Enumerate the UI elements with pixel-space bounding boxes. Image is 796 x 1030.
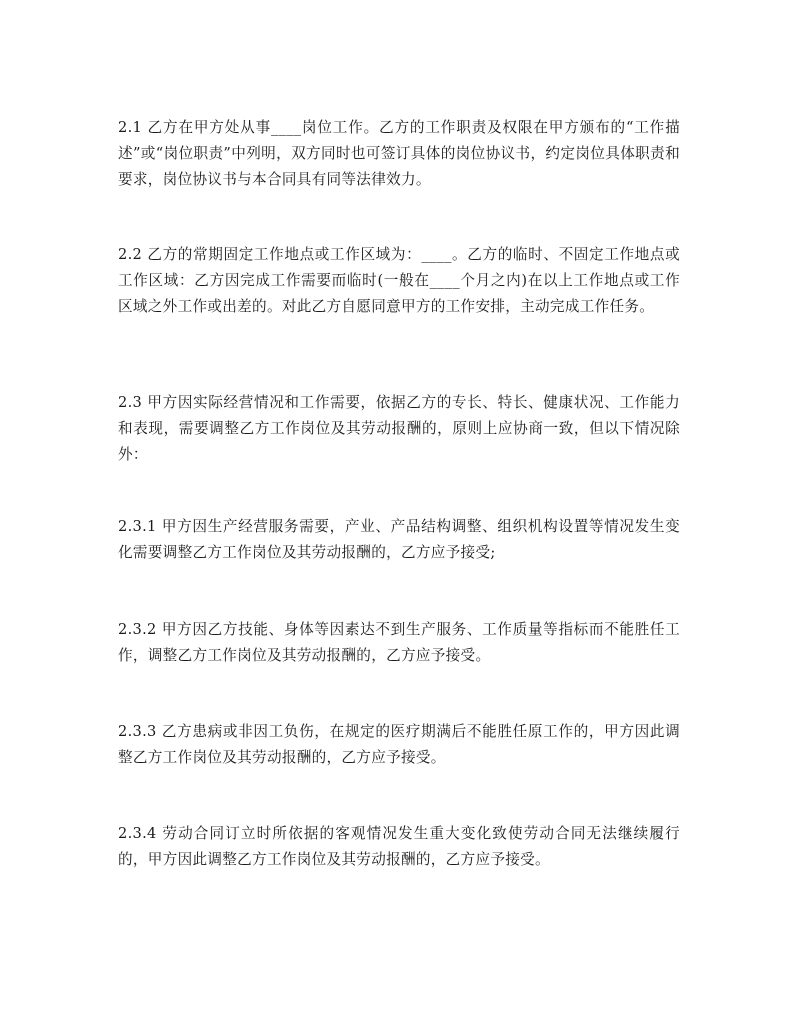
- clause-2-3-1: 2.3.1 甲方因生产经营服务需要，产业、产品结构调整、组织机构设置等情况发生变化需要调整乙方工作岗位及其劳动报酬的，乙方应予接受;: [118, 518, 680, 561]
- clause-2-3: 2.3 甲方因实际经营情况和工作需要，依据乙方的专长、特长、健康状况、工作能力和表现，需要调整乙方工作岗位及其劳动报酬的，原则上应协商一致，但以下情况除外：: [118, 394, 680, 463]
- clause-2-3-2: 2.3.2 甲方因乙方技能、身体等因素达不到生产服务、工作质量等指标而不能胜任工作，调整乙方工作岗位及其劳动报酬的，乙方应予接受。: [118, 621, 680, 664]
- clause-2-1: 2.1 乙方在甲方处从事____岗位工作。乙方的工作职责及权限在甲方颁布的“工作描述”或“岗位职责”中列明，双方同时也可签订具体的岗位协议书，约定岗位具体职责和要求，岗位协议书与本合同具有同等法律效力。: [118, 119, 680, 188]
- clause-2-2: 2.2 乙方的常期固定工作地点或工作区域为：____。乙方的临时、不固定工作地点或工作区域：乙方因完成工作需要而临时(一般在____个月之内)在以上工作地点或工作区域之外工作或出差的。对此乙方自愿同意甲方的工作安排，主动完成工作任务。: [118, 246, 680, 315]
- clause-2-3-3: 2.3.3 乙方患病或非因工负伤，在规定的医疗期满后不能胜任原工作的，甲方因此调整乙方工作岗位及其劳动报酬的，乙方应予接受。: [118, 723, 680, 766]
- clause-2-3-4: 2.3.4 劳动合同订立时所依据的客观情况发生重大变化致使劳动合同无法继续履行的，甲方因此调整乙方工作岗位及其劳动报酬的，乙方应予接受。: [118, 825, 680, 868]
